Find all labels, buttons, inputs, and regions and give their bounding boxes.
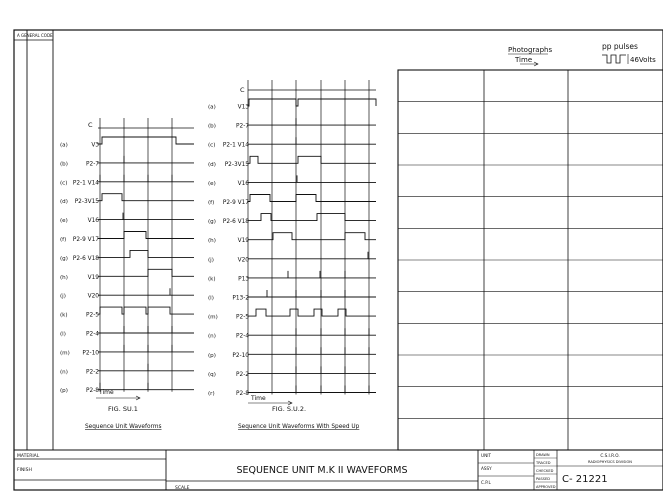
waveform-trace	[248, 309, 376, 316]
waveform-trace	[98, 156, 194, 163]
waveform-trace	[248, 99, 376, 106]
waveform-signal-name: P2-6 V18	[72, 255, 99, 262]
waveform-signal-name: P2-2	[86, 369, 99, 376]
waveform-row-tag: (d)	[208, 161, 216, 168]
finish-label: FINISH	[17, 468, 32, 473]
waveform-row-tag: (h)	[208, 238, 216, 245]
waveform-signal-name: P13	[238, 276, 249, 283]
photographs-grid	[398, 70, 663, 450]
scale-label: SCALE	[175, 486, 190, 491]
waveform-signal-name: V19	[87, 274, 99, 281]
waveform-signal-name: P2-9 V17	[72, 237, 99, 243]
waveform-signal-name: P2-1 V14	[72, 180, 99, 187]
fig-su1-timing-diagram	[60, 118, 194, 430]
waveform-signal-name: V20	[237, 257, 249, 264]
waveform-row-tag: (j)	[208, 257, 214, 264]
waveform-signal-name: V16	[87, 218, 99, 225]
waveform-trace	[98, 175, 194, 182]
photographs-label: Photographs	[508, 46, 553, 54]
cpl-label: C.P.L	[481, 480, 491, 485]
waveform-signal-name: V20	[87, 293, 99, 300]
waveform-signal-name: V3	[91, 142, 99, 149]
waveform-trace	[98, 194, 194, 201]
waveform-trace	[248, 366, 376, 373]
waveform-trace	[248, 328, 376, 335]
waveform-trace	[98, 326, 194, 333]
waveform-trace	[98, 288, 194, 295]
waveform-trace	[248, 195, 376, 202]
photo-panel-header	[508, 42, 656, 66]
waveform-signal-name: P2-7	[236, 123, 249, 130]
photo-time-label: Time	[515, 56, 533, 64]
waveform-trace	[98, 137, 194, 144]
waveform-row-tag: (q)	[208, 371, 216, 378]
waveform-trace	[98, 269, 194, 276]
fig2-subtitle: Sequence Unit Waveforms With Speed Up	[238, 424, 360, 430]
waveform-signal-name: P2-4	[236, 333, 249, 340]
waveform-signal-name: P2-8	[236, 391, 249, 397]
waveform-row-tag: (m)	[60, 350, 70, 357]
title-block	[14, 450, 663, 491]
waveform-row-tag: (a)	[60, 142, 68, 149]
waveform-row-tag: (b)	[60, 161, 68, 168]
waveform-trace	[98, 307, 194, 314]
assy-label: ASSY	[481, 466, 492, 471]
waveform-row-tag: (d)	[60, 199, 68, 206]
waveform-row-tag: (g)	[60, 255, 68, 262]
waveform-signal-name: P2-3V15	[74, 199, 99, 206]
waveform-signal-name: V13	[237, 104, 249, 111]
waveform-row-tag: (j)	[60, 293, 66, 300]
waveform-row-tag: (g)	[208, 219, 216, 226]
waveform-signal-name: V19	[237, 238, 249, 245]
waveform-trace	[248, 214, 376, 221]
passed-label: PASSED	[536, 477, 550, 481]
waveform-row-tag: (p)	[60, 388, 68, 395]
waveform-row-tag: (b)	[208, 123, 216, 130]
waveform-row-tag: (e)	[208, 180, 216, 187]
waveform-row-tag: (f)	[60, 237, 67, 243]
waveform-signal-name: P2-7	[86, 161, 99, 168]
waveform-trace	[248, 347, 376, 354]
checked-label: CHECKED	[536, 469, 554, 473]
waveform-trace	[248, 290, 376, 297]
waveform-row-tag: (m)	[208, 314, 218, 321]
waveform-trace	[248, 156, 376, 163]
drawing-number: C- 21221	[562, 474, 608, 485]
waveform-row-tag: (l)	[60, 331, 66, 338]
waveform-row-tag: (n)	[208, 333, 216, 340]
waveform-trace	[98, 345, 194, 352]
fig1-clock-label: C	[88, 121, 93, 129]
waveform-row-tag: (k)	[60, 312, 68, 319]
waveform-trace	[98, 364, 194, 371]
waveform-signal-name: P2-9 V17	[222, 200, 249, 206]
waveform-row-tag: (a)	[208, 104, 216, 111]
waveform-row-tag: (c)	[208, 142, 216, 149]
fig1-time-arrow	[96, 396, 140, 400]
waveform-signal-name: P13-2	[232, 295, 249, 302]
waveform-signal-name: P2-8	[86, 388, 99, 395]
waveform-signal-name: V16	[237, 180, 249, 187]
drawing-title: SEQUENCE UNIT M.K II WAVEFORMS	[236, 465, 408, 476]
waveform-signal-name: P2-5	[236, 314, 249, 321]
fig1-subtitle: Sequence Unit Waveforms	[85, 424, 162, 430]
waveform-signal-name: P2-10	[82, 350, 99, 357]
approved-label: APPROVED	[536, 485, 556, 489]
waveform-trace	[248, 271, 376, 278]
waveform-row-tag: (e)	[60, 218, 68, 225]
drawn-label: DRAWN	[536, 453, 550, 457]
org-line1: C.S.I.R.O.	[600, 453, 620, 458]
waveform-row-tag: (h)	[60, 274, 68, 281]
traced-label: TRACED	[536, 461, 551, 465]
waveform-trace	[248, 175, 376, 182]
waveform-trace	[98, 213, 194, 220]
volts-label: 46Volts	[630, 56, 656, 64]
waveform-trace	[248, 233, 376, 240]
waveform-trace	[248, 118, 376, 125]
waveform-trace	[98, 250, 194, 257]
waveform-trace	[98, 232, 194, 239]
waveform-signal-name: P2-4	[86, 331, 99, 338]
waveform-signal-name: P2-5	[86, 312, 99, 319]
fig2-caption: FIG. S.U.2.	[272, 405, 307, 413]
corner-mark: A GENERAL CODE	[17, 33, 53, 38]
pulse-symbol	[602, 55, 626, 63]
pulses-label: pp pulses	[602, 42, 638, 51]
fig-su2-timing-diagram	[208, 80, 376, 430]
material-label: MATERIAL	[17, 454, 40, 459]
fig1-caption: FIG. SU.1	[108, 405, 138, 413]
waveform-signal-name: P2-1 V14	[222, 142, 249, 149]
waveform-trace	[248, 137, 376, 144]
waveform-row-tag: (r)	[208, 391, 215, 397]
waveform-signal-name: P2-2	[236, 371, 249, 378]
org-line2: RADIOPHYSICS DIVISION	[587, 460, 633, 464]
waveform-row-tag: (p)	[208, 352, 216, 359]
waveform-trace	[248, 386, 376, 393]
fig1-time-label: Time	[99, 389, 114, 396]
unit-label: UNIT	[481, 453, 491, 458]
waveform-signal-name: P2-3V15	[224, 161, 249, 168]
waveform-trace	[248, 252, 376, 259]
waveform-row-tag: (c)	[60, 180, 68, 187]
waveform-row-tag: (k)	[208, 276, 216, 283]
waveform-row-tag: (f)	[208, 200, 215, 206]
fig2-clock-label: C	[240, 86, 245, 94]
waveform-row-tag: (l)	[208, 295, 214, 302]
waveform-signal-name: P2-10	[232, 352, 249, 359]
waveform-row-tag: (n)	[60, 369, 68, 376]
waveform-signal-name: P2-6 V18	[222, 219, 249, 226]
fig2-time-label: Time	[251, 395, 266, 402]
